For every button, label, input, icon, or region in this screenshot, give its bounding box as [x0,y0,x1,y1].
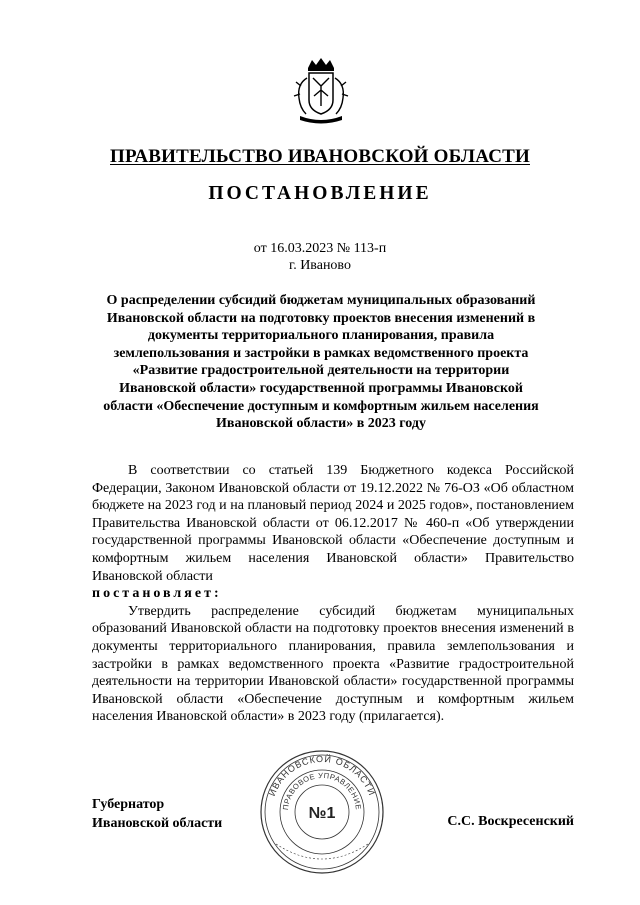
organization-title: ПРАВИТЕЛЬСТВО ИВАНОВСКОЙ ОБЛАСТИ [110,146,530,167]
official-stamp [258,748,386,876]
stamp-outer-text: ИВАНОВСКОЙ ОБЛАСТИ [266,753,378,798]
date-block [0,240,640,274]
coat-of-arms-icon [292,56,350,126]
signatory-position [92,795,222,833]
date-number: от 16.03.2023 № 113-п [253,241,387,256]
signatory-name: С.С. Воскресенский [447,814,574,829]
paragraph-basis: В соответствии со статьей 139 Бюджетного кодекса Российской Федерации, Законом Ивановской области от 19.12.2022 № 76-ОЗ «Об областном бюджете на 2023 год и на плановый период 2024 и 2025 годов», постановлением Правительства Ивановской области от 06.12.2017 № 460-п «Об утверждении государственной программы Ивановской области «Обеспечение доступным и комфортным жильем населения Ивановской области» Правительство Ивановской области [92,463,574,584]
stamp-number: №1 [308,805,336,822]
position-line-2: Ивановской области [92,816,223,831]
decrees-word: постановляет: [92,586,222,602]
document-title: О распределении субсидий бюджетам муниципальных образований Ивановской области на подготовку проектов внесения изменений в документы территориального планирования, правила землепользования и застройки в рамках ведомственного проекта «Развитие градостроительной деятельности на территории Ивановской области» государственной программы Ивановской области «Обеспечение доступным и комфортным жильем населения Ивановской области» в 2023 году [103,293,539,432]
paragraph-resolution: Утвердить распределение субсидий бюджетам муниципальных образований Ивановской области на подготовку проектов внесения изменений в документы территориального планирования, правила землепользования и застройки в рамках ведомственного проекта «Развитие градостроительной деятельности на территории Ивановской области» государственной программы Ивановской области «Обеспечение доступным и комфортным жильем населения Ивановской области» в 2023 году (прилагается). [92,603,574,725]
city: г. Иваново [289,258,351,273]
document-body [92,462,574,726]
document-type: ПОСТАНОВЛЕНИЕ [208,183,432,204]
position-line-1: Губернатор [92,797,165,812]
stamp-inner-text: ПРАВОВОЕ УПРАВЛЕНИЕ [280,770,364,811]
